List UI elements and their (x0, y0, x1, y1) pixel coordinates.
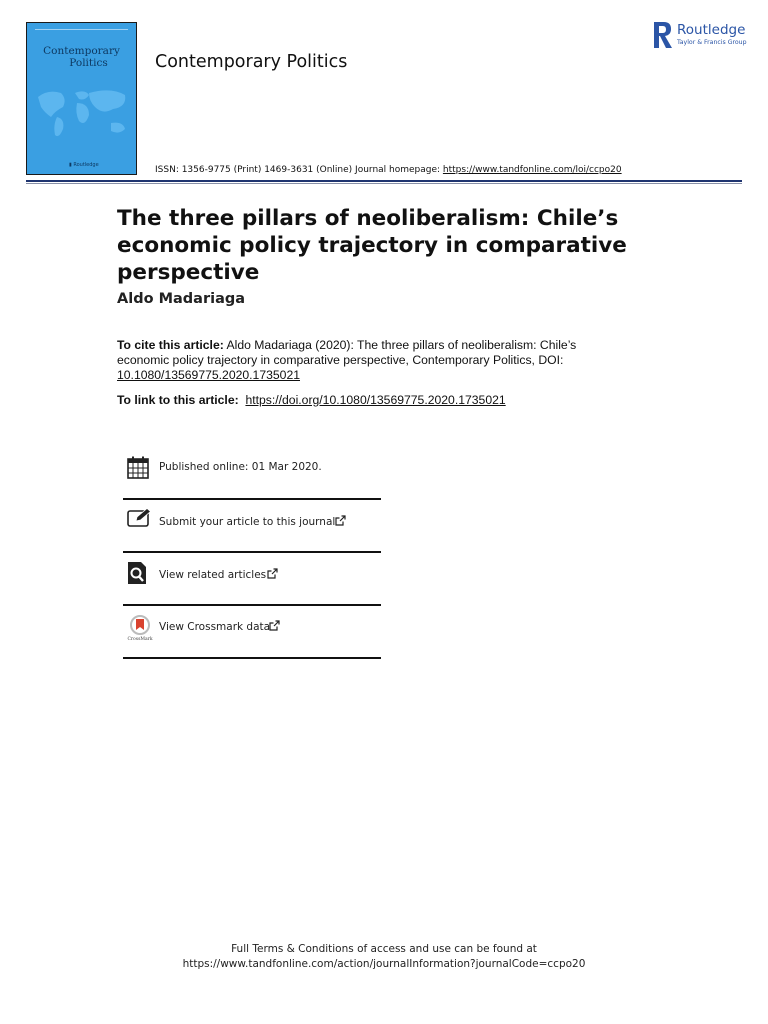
article-author: Aldo Madariaga (117, 291, 246, 307)
external-link-icon (335, 515, 346, 526)
link-label: To link to this article: (117, 393, 243, 407)
footer-terms-url[interactable]: https://www.tandfonline.com/action/journalInformation?journalCode=ccpo20 (182, 958, 586, 970)
article-title: The three pillars of neoliberalism: Chile’s economic policy trajectory in comparative perspective (117, 206, 627, 285)
divider (123, 657, 381, 659)
journal-homepage-link[interactable]: https://www.tandfonline.com/loi/ccpo20 (442, 165, 622, 175)
published-info (123, 444, 381, 496)
crossmark-label[interactable]: View Crossmark data (159, 621, 271, 633)
submit-article-item[interactable] (123, 500, 381, 552)
cover-publisher-mark: ▮ Routledge (69, 162, 99, 168)
article-link-block (117, 393, 506, 407)
journal-cover (26, 22, 137, 175)
citation-block (117, 338, 617, 383)
routledge-logo-icon (652, 20, 674, 50)
external-link-icon (267, 568, 278, 579)
publisher-name: Routledge (677, 22, 746, 38)
external-link-icon (269, 620, 280, 631)
published-date: Published online: 01 Mar 2020. (159, 461, 322, 473)
cite-text: Aldo Madariaga (2020): The three pillars of neoliberalism: Chile’s economic policy trajectory in comparative perspective, Contemporary Politics, DOI: (117, 338, 577, 367)
related-articles-label[interactable]: View related articles (159, 569, 267, 581)
journal-title[interactable]: Contemporary Politics (155, 52, 348, 72)
cover-title-line2: Politics (69, 57, 108, 69)
world-map-icon (33, 85, 133, 145)
publisher-subtitle: Taylor & Francis Group (677, 39, 747, 46)
header-rule-thin (26, 183, 742, 184)
edit-icon (127, 508, 153, 528)
issn-text: ISSN: 1356-9775 (Print) 1469-3631 (Online) Journal homepage: (155, 165, 443, 175)
svg-text:CrossMark: CrossMark (127, 637, 153, 641)
cover-title-line1: Contemporary (43, 45, 120, 57)
cite-label: To cite this article: (117, 338, 224, 352)
article-doi-url[interactable]: https://doi.org/10.1080/13569775.2020.1735021 (245, 393, 506, 407)
crossmark-icon (127, 615, 153, 641)
submit-article-label[interactable]: Submit your article to this journal (159, 516, 336, 528)
header-rule (26, 180, 742, 182)
related-articles-item[interactable] (123, 553, 381, 605)
calendar-icon (127, 456, 149, 479)
issn-line (155, 165, 622, 175)
footer-terms: Full Terms & Conditions of access and use can be found at (231, 943, 537, 955)
doi-link[interactable]: 10.1080/13569775.2020.1735021 (117, 368, 300, 382)
search-doc-icon (127, 562, 149, 585)
crossmark-item[interactable] (123, 606, 381, 658)
